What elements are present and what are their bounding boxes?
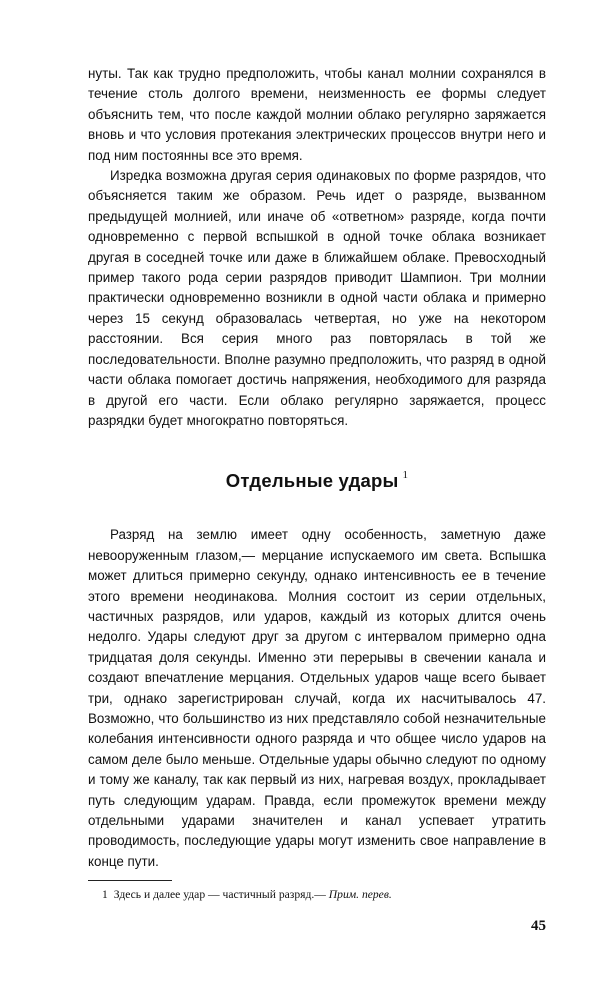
- paragraph-strokes: Разряд на землю имеет одну особенность, заметную даже невооруженным глазом,— мерцание испускаемого им света. Вспышка может длиться примерно секунду, однако интенсивность ее в течение этого времени неодинакова. Молния состоит из серии отдельных, частичных разрядов, или ударов, каждый из которых длится очень недолго. Удары следуют друг за другом с интервалом примерно одна тридцатая доля секунды. Именно эти перерывы в свечении канала и создают впечатление мерцания. Отдельных ударов чаще всего бывает три, однако зарегистрирован случай, когда их насчитывалось 47. Возможно, что большинство из них представляло собой незначительные колебания интенсивности одного разряда и что общее число ударов на самом деле было меньше. Отдельные удары обычно следуют по одному и тому же каналу, так как первый из них, нагревая воздух, прокладывает путь следующим ударам. Правда, если промежуток времени между отдельными ударами значителен и канал успевает утратить проводимость, последующие удары могут изменить свое направление в конце пути.: [88, 527, 546, 869]
- paragraph-continued: нуты. Так как трудно предположить, чтобы канал молнии сохранялся в течение столь долгого времени, неизменность ее формы следует объяснить тем, что после каждой молнии облако регулярно заряжается вновь и что условия протекания электрических процессов внутри него и под ним постоянны все это время.: [88, 66, 546, 163]
- paragraph-series: Изредка возможна другая серия одинаковых по форме разрядов, что объясняется таким же образом. Речь идет о разряде, вызванном предыдущей молнией, или иначе об «ответном» разряде, когда почти одновременно с первой вспышкой в одной точке облака возникает другая в соседней точке или даже в ближайшем облаке. Превосходный пример такого рода серии разрядов приводит Шампион. Три молнии практически одновременно возникли в одной части облака и примерно через 15 секунд образовалась четвертая, но уже на некотором расстоянии. Вся серия много раз повторялась в той же последовательности. Вполне разумно предположить, что разряд в одной части облака помогает достичь напряжения, необходимого для разряда в другой его части. Если облако регулярно заряжается, процесс разрядки будет многократно повторяться.: [88, 168, 546, 428]
- page-number: 45: [531, 918, 546, 934]
- section-title: Отдельные удары: [225, 470, 399, 492]
- footnote-reference: 1: [402, 469, 409, 482]
- section-heading: [88, 469, 546, 492]
- page-body: [88, 64, 546, 872]
- footnote-translator-note: Прим. перев.: [328, 888, 392, 901]
- footnote-text: Здесь и далее удар — частичный разряд.—: [113, 888, 329, 901]
- footnote: [88, 888, 546, 901]
- footnote-divider: [88, 880, 172, 881]
- footnote-number: 1: [102, 888, 108, 901]
